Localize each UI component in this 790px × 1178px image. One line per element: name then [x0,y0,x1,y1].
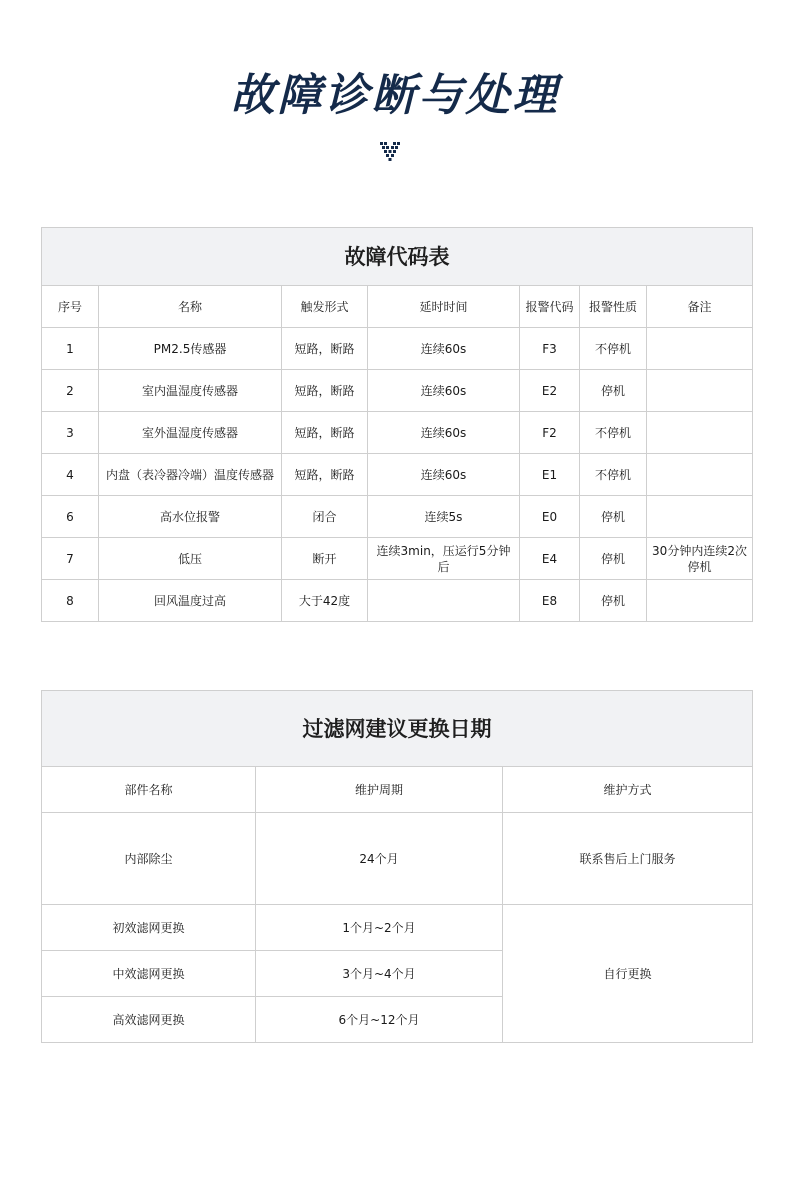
maintenance-period: 6个月~12个月 [256,997,503,1043]
component-name: 回风温度过高 [99,580,282,622]
remark: 30分钟内连续2次停机 [647,538,753,580]
component-name: 室外温湿度传感器 [99,412,282,454]
table-row [42,496,753,538]
table-row [42,454,753,496]
row-number: 1 [42,328,99,370]
alarm-code: E0 [520,496,580,538]
part-name: 内部除尘 [42,813,256,905]
alarm-code: E4 [520,538,580,580]
trigger-type: 闭合 [282,496,368,538]
alarm-code: F3 [520,328,580,370]
remark [647,496,753,538]
trigger-type: 短路，断路 [282,454,368,496]
row-number: 6 [42,496,99,538]
column-header: 报警代码 [520,286,580,328]
trigger-type: 断开 [282,538,368,580]
part-name: 高效滤网更换 [42,997,256,1043]
page-title: 故障诊断与处理 [230,70,560,121]
row-number: 4 [42,454,99,496]
table-row [42,538,753,580]
delay-time: 连续60s [368,370,520,412]
column-header: 触发形式 [282,286,368,328]
maintenance-period: 1个月~2个月 [256,905,503,951]
delay-time [368,580,520,622]
part-name: 中效滤网更换 [42,951,256,997]
delay-time: 连续3min，压运行5分钟后 [368,538,520,580]
table-row [42,328,753,370]
delay-time: 连续60s [368,328,520,370]
alarm-nature: 不停机 [580,454,647,496]
remark [647,370,753,412]
alarm-code: E2 [520,370,580,412]
remark [647,412,753,454]
chevron-dots-icon [379,140,401,162]
column-header: 部件名称 [42,767,256,813]
delay-time: 连续60s [368,412,520,454]
row-number: 2 [42,370,99,412]
table-header-row [42,767,753,813]
column-header: 报警性质 [580,286,647,328]
alarm-code: F2 [520,412,580,454]
component-name: 内盘（表冷器冷端）温度传感器 [99,454,282,496]
remark [647,328,753,370]
column-header: 名称 [99,286,282,328]
alarm-nature: 停机 [580,370,647,412]
fault-code-table [41,227,753,622]
filter-replacement-table [41,690,753,1043]
trigger-type: 短路，断路 [282,412,368,454]
maintenance-method: 联系售后上门服务 [503,813,753,905]
column-header: 序号 [42,286,99,328]
part-name: 初效滤网更换 [42,905,256,951]
alarm-nature: 停机 [580,496,647,538]
alarm-code: E8 [520,580,580,622]
filter-table-title: 过滤网建议更换日期 [42,691,753,767]
alarm-nature: 停机 [580,580,647,622]
row-number: 7 [42,538,99,580]
alarm-code: E1 [520,454,580,496]
component-name: 高水位报警 [99,496,282,538]
column-header: 维护周期 [256,767,503,813]
row-number: 3 [42,412,99,454]
trigger-type: 大于42度 [282,580,368,622]
table-row [42,905,753,951]
remark [647,454,753,496]
alarm-nature: 不停机 [580,328,647,370]
remark [647,580,753,622]
trigger-type: 短路，断路 [282,370,368,412]
maintenance-period: 24个月 [256,813,503,905]
table-row [42,370,753,412]
maintenance-method: 自行更换 [503,905,753,1043]
alarm-nature: 停机 [580,538,647,580]
trigger-type: 短路，断路 [282,328,368,370]
component-name: 室内温湿度传感器 [99,370,282,412]
column-header: 备注 [647,286,753,328]
delay-time: 连续5s [368,496,520,538]
row-number: 8 [42,580,99,622]
table-header-row [42,286,753,328]
table-row [42,813,753,905]
maintenance-period: 3个月~4个月 [256,951,503,997]
fault-table-title: 故障代码表 [42,228,753,286]
component-name: 低压 [99,538,282,580]
table-row [42,580,753,622]
column-header: 维护方式 [503,767,753,813]
delay-time: 连续60s [368,454,520,496]
table-row [42,412,753,454]
alarm-nature: 不停机 [580,412,647,454]
column-header: 延时时间 [368,286,520,328]
component-name: PM2.5传感器 [99,328,282,370]
